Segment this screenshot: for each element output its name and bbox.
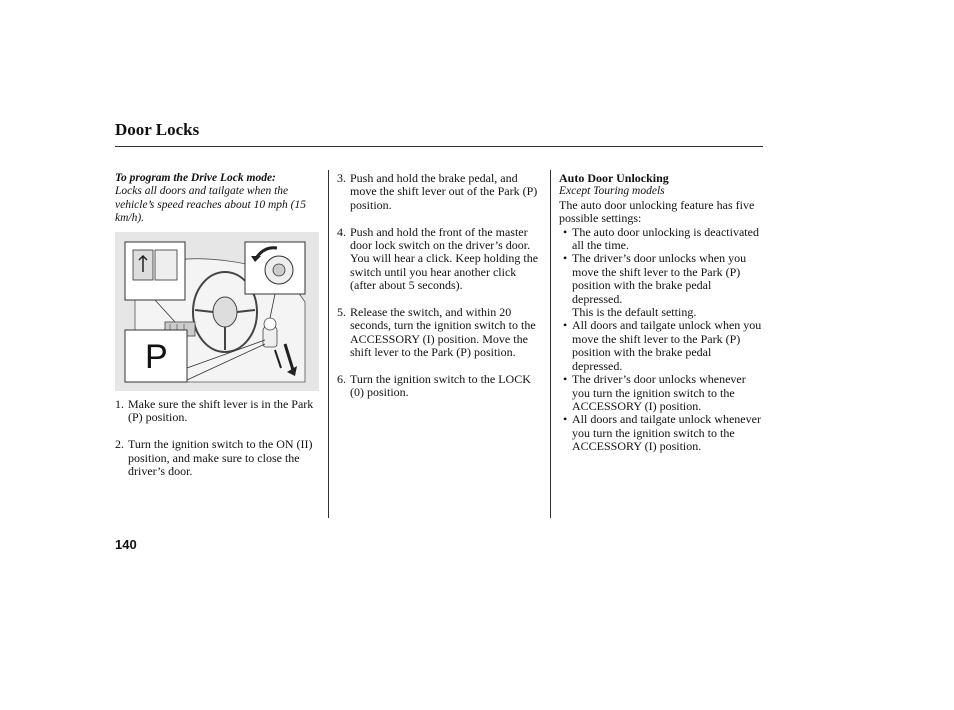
list-item xyxy=(559,373,763,413)
step-number: 5. xyxy=(337,305,346,320)
bullet-icon: • xyxy=(563,251,568,266)
section-subheading: Except Touring models xyxy=(559,185,665,198)
park-letter: P xyxy=(145,338,168,376)
step-number: 1. xyxy=(115,397,124,411)
program-heading: To program the Drive Lock mode: xyxy=(115,172,276,184)
column-divider-1 xyxy=(328,170,329,518)
step-6 xyxy=(337,373,542,400)
dashboard-illustration xyxy=(115,232,319,391)
bullet-text: The driver’s door unlocks when you move the shift lever to the Park (P) position with the brake pedal depressed. xyxy=(572,251,747,306)
bullet-icon: • xyxy=(563,224,568,239)
bullet-text: All doors and tailgate unlock when you move the shift lever to the Park (P) position with the brake pedal depressed. xyxy=(572,318,762,373)
step-text: Turn the ignition switch to the LOCK (0) position. xyxy=(350,372,531,400)
bullet-icon: • xyxy=(563,372,568,387)
step-1 xyxy=(115,398,320,425)
illustration-figure xyxy=(115,232,319,391)
column-2 xyxy=(337,172,542,400)
page-title: Door Locks xyxy=(115,120,200,139)
page-number: 140 xyxy=(115,537,137,552)
step-number: 3. xyxy=(337,171,346,185)
step-number: 4. xyxy=(337,224,346,239)
section-intro: The auto door unlocking feature has five possible settings: xyxy=(559,197,755,226)
step-text: Release the switch, and within 20 seconds, turn the ignition switch to the ACCESSORY (I) position. Move the shift lever to the Park (P) position. xyxy=(350,305,536,360)
bullet-text: The driver’s door unlocks whenever you turn the ignition switch to the ACCESSORY (I) position. xyxy=(572,372,746,413)
step-text: Make sure the shift lever is in the Park (P) position. xyxy=(128,397,314,425)
step-text: Turn the ignition switch to the ON (II) position, and make sure to close the driver’s door. xyxy=(128,437,313,479)
program-description: Locks all doors and tailgate when the vehicle’s speed reaches about 10 mph (15 km/h). xyxy=(115,185,306,225)
column-1-steps xyxy=(115,398,320,478)
step-number: 2. xyxy=(115,437,124,452)
list-item xyxy=(559,319,763,373)
step-text: Push and hold the brake pedal, and move the shift lever out of the Park (P) position. xyxy=(350,171,538,212)
step-number: 6. xyxy=(337,372,346,387)
bullet-icon: • xyxy=(563,318,568,333)
bullet-text: All doors and tailgate unlock whenever you turn the ignition switch to the ACCESSORY (I) position. xyxy=(572,412,761,454)
bullet-note: This is the default setting. xyxy=(572,305,697,320)
bullet-text: The auto door unlocking is deactivated all the time. xyxy=(572,224,759,253)
bullet-icon: • xyxy=(563,412,568,427)
list-item xyxy=(559,252,763,319)
step-2 xyxy=(115,438,320,478)
list-item xyxy=(559,413,763,453)
step-text: Push and hold the front of the master door lock switch on the driver’s door. You will hear a click. Keep holding the switch until you hear another click (after about 5 seconds). xyxy=(350,224,539,293)
column-1 xyxy=(115,172,320,226)
section-heading: Auto Door Unlocking xyxy=(559,171,669,185)
step-5 xyxy=(337,306,542,360)
step-4 xyxy=(337,226,542,293)
column-3 xyxy=(559,172,763,454)
step-3 xyxy=(337,172,542,212)
list-item xyxy=(559,226,763,253)
column-divider-2 xyxy=(550,170,551,518)
title-rule xyxy=(115,146,763,147)
